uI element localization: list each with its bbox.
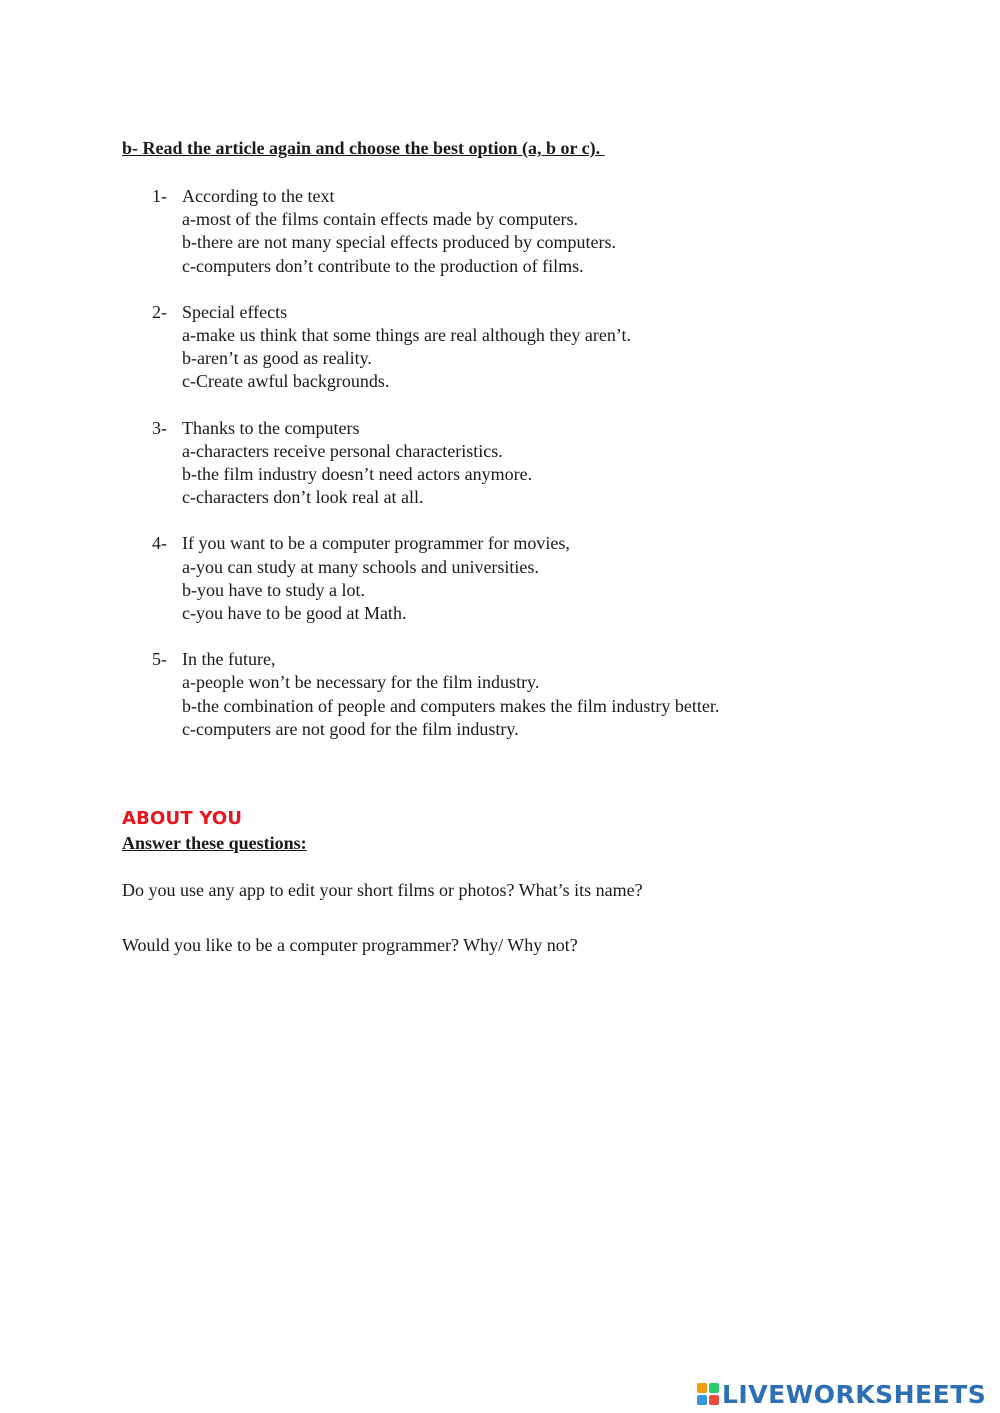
option-a: a-people won’t be necessary for the film industry.	[182, 672, 540, 693]
section-b-instruction: b- Read the article again and choose the best option (a, b or c).	[122, 138, 605, 158]
option-b: b-the film industry doesn’t need actors anymore.	[182, 464, 533, 485]
question-1	[152, 185, 952, 278]
question-5	[152, 648, 952, 741]
logo-text: LIVEWORKSHEETS	[722, 1379, 987, 1409]
question-stem: If you want to be a computer programmer for movies,	[182, 533, 570, 554]
option-b: b-the combination of people and computers makes the film industry better.	[182, 695, 720, 716]
question-stem: Special effects	[182, 301, 288, 322]
option-c: c-computers are not good for the film industry.	[182, 718, 519, 739]
question-number: 2-	[152, 301, 167, 322]
option-a: a-you can study at many schools and universities.	[182, 556, 539, 577]
question-list	[152, 185, 952, 764]
about-you-title: ABOUT YOU	[122, 808, 243, 829]
liveworksheets-logo-icon	[697, 1383, 719, 1405]
option-c: c-you have to be good at Math.	[182, 603, 407, 624]
option-b: b-aren’t as good as reality.	[182, 348, 372, 369]
question-stem: Thanks to the computers	[182, 417, 360, 438]
question-stem: In the future,	[182, 649, 276, 670]
question-stem: According to the text	[182, 186, 335, 206]
open-question-1: Do you use any app to edit your short films or photos? What’s its name?	[122, 880, 643, 900]
liveworksheets-logo	[697, 1379, 986, 1409]
option-b: b-there are not many special effects produced by computers.	[182, 232, 616, 253]
option-a: a-most of the films contain effects made by computers.	[182, 209, 579, 230]
question-number: 1-	[152, 186, 167, 206]
option-c: c-computers don’t contribute to the production of films.	[182, 255, 584, 276]
option-c: c-characters don’t look real at all.	[182, 487, 424, 508]
option-c: c-Create awful backgrounds.	[182, 371, 390, 392]
question-2	[152, 301, 952, 394]
open-question-2: Would you like to be a computer programmer? Why/ Why not?	[122, 935, 578, 955]
answer-questions-heading: Answer these questions:	[122, 833, 307, 853]
question-3	[152, 417, 952, 510]
option-a: a-characters receive personal characteristics.	[182, 440, 503, 461]
question-number: 5-	[152, 649, 167, 670]
option-b: b-you have to study a lot.	[182, 579, 365, 600]
question-4	[152, 532, 952, 625]
question-number: 3-	[152, 417, 167, 438]
option-a: a-make us think that some things are real although they aren’t.	[182, 325, 632, 346]
question-number: 4-	[152, 533, 167, 554]
